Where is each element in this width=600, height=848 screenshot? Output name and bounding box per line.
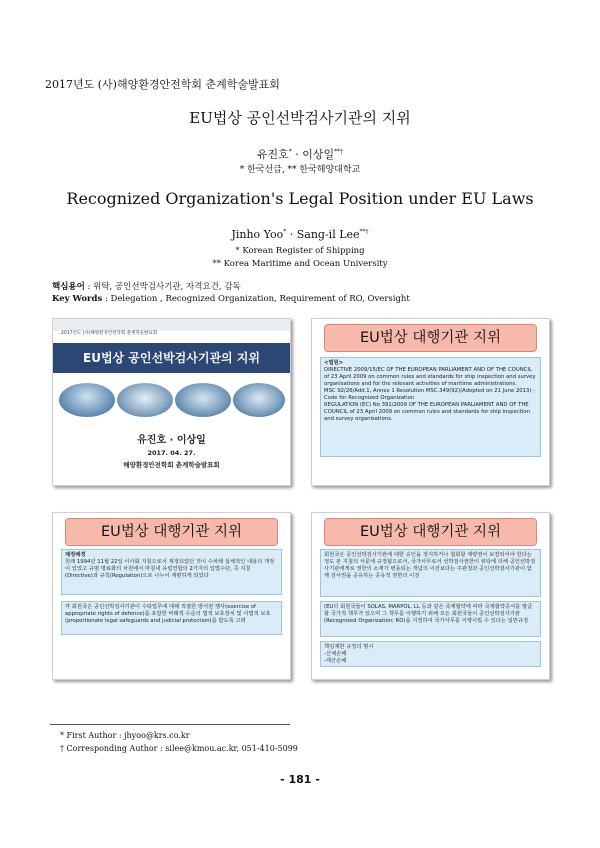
slide1-title-band [53,343,290,373]
slide4-title: EU법상 대행기관 지위 [324,518,537,546]
slide3-background-label: 제정배경 [65,552,86,558]
footnote-first-text: First Author : jhyoo@krs.co.kr [64,731,190,740]
keywords-korean-text: : 위탁, 공인선박검사기관, 자격요건, 감독 [84,282,241,292]
slide3-background-box [61,549,282,595]
affiliation-korean: * 한국선급, ** 한국해양대학교 [239,165,361,175]
author-sep-ko: · [291,148,303,161]
author2-en-mark: **† [359,228,369,236]
author2-ko: 이상일 [302,148,335,161]
slide4-liability-item-1: -신체손해 [324,651,347,657]
slide4-approval-box: 회원국은 공인선박검사기관에 대한 승인을 정지하거나 철회할 재량권이 보장되어야 한다는 정도 본 지침의 서문에 규정됨으로서, 국가사무로서 선박검사권한이 위탁에 의해 공인선박검사기관에게로 권한의 소재가 변동되는 개념의 이전보다는 주관청과 공인선박검사기관이 함께 검사권을 공유하는 공유적 권한의 이전 [320,549,541,597]
slide3-title: EU법상 대행기관 지위 [65,518,278,546]
slide2-title: EU법상 대행기관 지위 [324,324,537,352]
slide1-authors: 유진호 · 이상일 [137,435,206,446]
slide4-liability-item-2: -재산손해 [324,658,347,664]
slide-3 [52,512,291,680]
slide1-venue: 해양환경안전학회 춘계학술발표회 [123,461,220,469]
slide4-general-box: (EU의 회원국들이 SOLAS, MARPOL, LL 등과 같은 국제협약에 따라 국제협약증서를 발급할 국가적 책무가 있으며 그 책무를 이행하기 위해 모든 회원국들이 공인선박검사기관(Recognized Organization; RO)을 지정하여 국가사무를 이행시킬 수 있다는 일반규정 [320,601,541,637]
slide-1 [52,318,291,486]
slide3-protection-box: 각 회원국은 공인선박검사기관이 수탁업무에 대해 적절한 방어권 행사(exercise of appropriate rights of defence)를 포함한 비례적 수준의 법적 보호장치 및 사법적 보호(proportionate legal safeguards and judicial protection)를 받도록 고려 [61,601,282,635]
footnote-corresponding-author [60,744,298,753]
keywords-english-text: : Delegation , Recognized Organization, Requirement of RO, Oversight [102,294,410,304]
slide-4 [311,512,550,680]
slide4-liability-title: 책임제한 규정의 명시 [324,644,374,650]
keywords-korean [52,280,241,292]
slide1-date: 2017. 04. 27. [147,449,196,457]
authors-korean [0,146,600,162]
footnote-corr-text: Corresponding Author : silee@kmou.ac.kr, 051-410-5099 [64,744,298,753]
slide2-law-text: DIRECTIVE 2009/15/EC OF THE EUROPEAN PARLIAMENT AND OF THE COUNCIL of 23 April 2009 on common rules and standards for ship inspection and survey organisations and for the relevant activities of maritime administrations. MSC 92/26/Add.1, Annex 1 Resolution MSC.349(92)(Adopted on 21 June 2013) - Code for Recognized Organization REGULATION (EC) No 391/2009 OF THE EUROPEAN PARLIAMENT AND OF THE COUNCIL of 23 April 2009 on common rules and standards for ship inspection and survey organisations. [324,367,536,422]
slide4-liability-box [320,641,541,667]
affiliation-english-2: ** Korea Maritime and Ocean University [212,259,388,269]
slide2-law-label: <법원> [324,360,344,366]
footnote-first-mark: * [60,731,64,740]
keywords-english [52,294,410,304]
footnote-corr-mark: † [60,744,64,753]
slide-2 [311,318,550,486]
title-korean: EU법상 공인선박검사기관의 지위 [189,109,411,127]
slide1-title: EU법상 공인선박검사기관의 지위 [83,351,260,365]
slide1-header-bar [53,319,290,336]
authors-english [0,228,600,241]
author2-en: Sang-il Lee [296,228,360,241]
author1-ko-mark: * [288,148,292,156]
author1-en-mark: * [283,228,287,236]
title-english: Recognized Organization's Legal Position under EU Laws [66,189,534,208]
page-number: - 181 - [280,773,320,786]
footnote-first-author [60,731,190,740]
author2-ko-mark: **† [334,148,344,156]
ship-photo-1 [59,383,115,417]
affiliation-english-1: * Korean Register of Shipping [235,246,365,256]
author1-ko: 유진호 [256,148,289,161]
ship-photo-3 [175,383,231,417]
author1-en: Jinho Yoo [231,228,284,241]
slide2-law-box [320,357,541,457]
keywords-korean-label: 핵심용어 [52,282,85,292]
slide1-header: 2017년도 (사)해양환경안전학회 춘계학술발표회 [61,331,158,336]
slide3-background-text: 원래 1994년 11월 22일 이사회 지침으로서 제정되었던 것이 수차례 실체적인 내용의 개정이 있었고 규범 명료화의 차원에서 마침내 유럽연합의 2가지의 입법수단, 즉 지침(Directive)과 규칙(Regulation)으로 나누어 재편하게 되었다 [65,559,275,579]
keywords-english-label: Key Words [52,294,103,304]
conference-header: 2017년도 (사)해양환경안전학회 춘계학술발표회 [45,78,280,91]
author-sep-en: · [286,228,297,241]
footnote-divider [50,724,290,725]
ship-photo-2 [117,383,173,417]
ship-photo-4 [233,383,285,417]
